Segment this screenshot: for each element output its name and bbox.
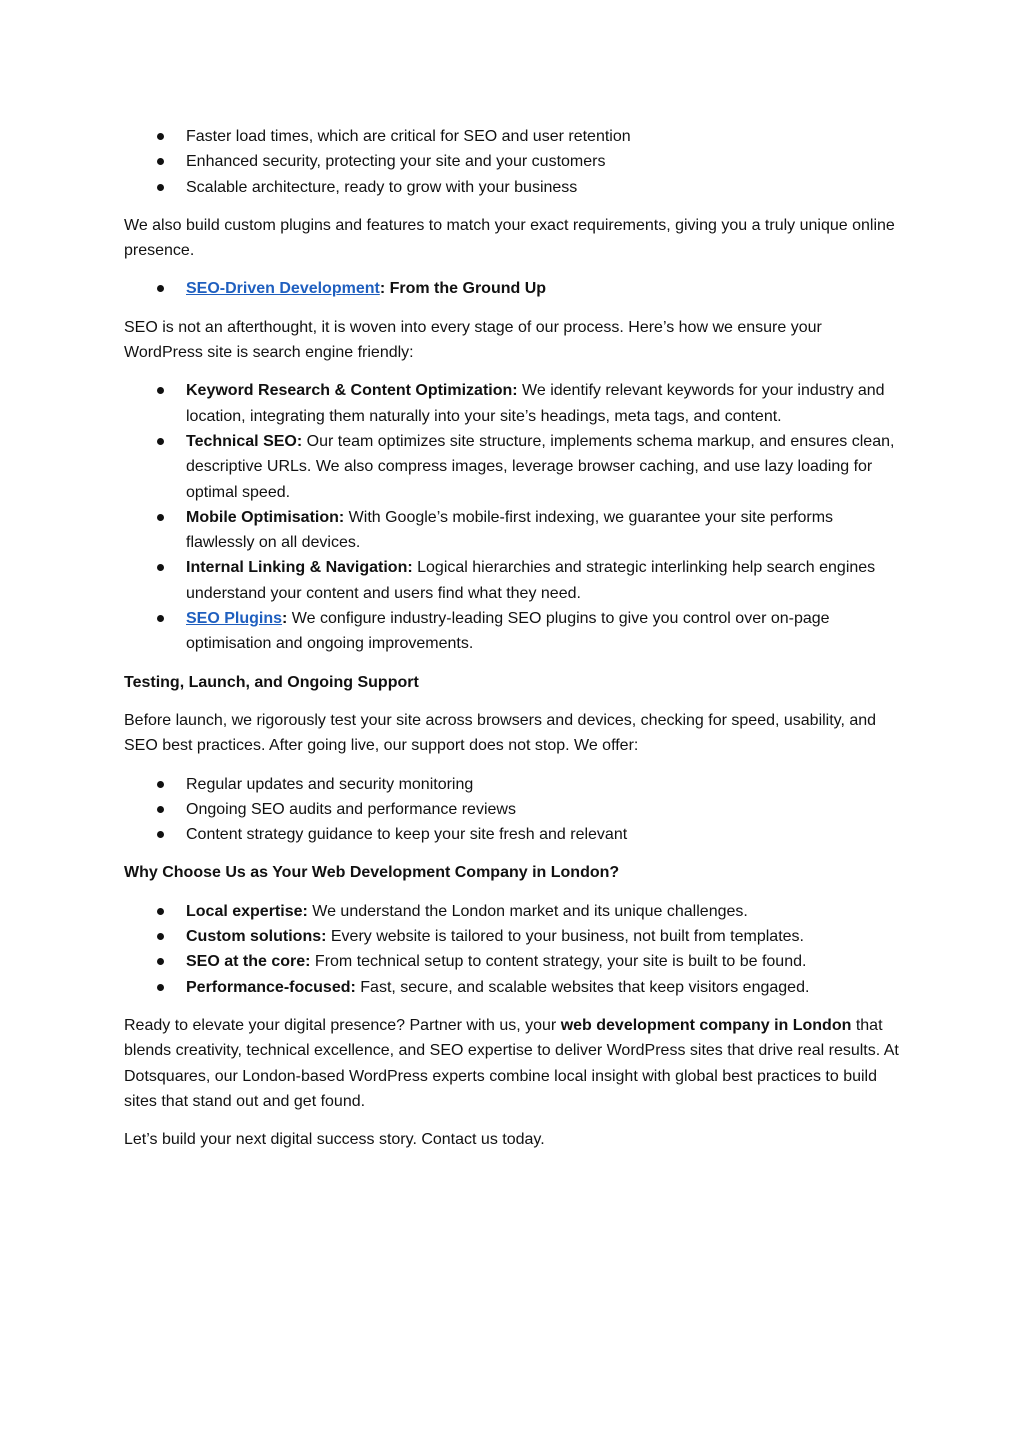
list-item (124, 606, 900, 657)
list-item (124, 378, 900, 429)
list-item-label: Local expertise: (186, 902, 308, 920)
list-item-text: We identify relevant keywords for your industry and location, integrating them naturally into your site’s headings, meta tags, and content. (186, 382, 885, 425)
list-item-text: Fast, secure, and scalable websites that keep visitors engaged. (355, 978, 810, 996)
list-item-text: From technical setup to content strategy, your site is built to be found. (310, 953, 807, 971)
why-list (124, 899, 900, 1000)
seo-features-list (124, 378, 900, 656)
list-item: Faster load times, which are critical for SEO and user retention (124, 124, 900, 149)
list-item-label: Keyword Research & Content Optimization: (186, 382, 518, 400)
list-item-label: SEO at the core: (186, 953, 311, 971)
list-item-label: Mobile Optimisation: (186, 508, 345, 526)
benefits-list (124, 124, 900, 200)
final-paragraph: Let’s build your next digital success story. Contact us today. (124, 1131, 545, 1149)
list-item-label: Custom solutions: (186, 928, 327, 946)
list-item: Scalable architecture, ready to grow with your business (124, 175, 900, 200)
seo-driven-list (124, 276, 900, 301)
list-item (124, 429, 900, 505)
testing-heading (124, 670, 900, 695)
document-page (124, 124, 900, 1152)
list-item (124, 276, 900, 301)
ready-text-bold: web development company in London (560, 1016, 852, 1034)
list-item-label: Technical SEO: (186, 432, 303, 450)
list-item: Enhanced security, protecting your site and your customers (124, 149, 900, 174)
list-item (124, 899, 900, 924)
list-item-text: Our team optimizes site structure, implements schema markup, and ensures clean, descriptive URLs. We also compress images, leverage browser caching, and use lazy loading for optimal speed. (186, 432, 895, 501)
list-item (124, 975, 900, 1000)
list-item-colon: : (282, 610, 288, 628)
list-item (124, 555, 900, 606)
seo-paragraph: SEO is not an afterthought, it is woven into every stage of our process. Here’s how we ensure your WordPress site is search engine friendly: (124, 318, 822, 362)
list-item-text: With Google’s mobile-first indexing, we guarantee your site performs flawlessly on all devices. (186, 508, 834, 552)
ready-paragraph (124, 1013, 900, 1114)
seo-driven-subtitle: : From the Ground Up (379, 280, 547, 298)
list-item-text: Every website is tailored to your business, not built from templates. (326, 928, 804, 946)
list-item: Content strategy guidance to keep your site fresh and relevant (124, 822, 900, 847)
why-heading-text: Why Choose Us as Your Web Development Company in London? (124, 864, 620, 882)
seo-plugins-link[interactable]: SEO Plugins (186, 610, 283, 628)
ready-text-before: Ready to elevate your digital presence? Partner with us, your (124, 1016, 561, 1034)
ready-text-after: that blends creativity, technical excellence, and SEO expertise to deliver WordPress sites that drive real results. At Dotsquares, our London-based WordPress experts combine local insight with global best practices to build sites that stand out and get found. (124, 1016, 899, 1110)
list-item-text: We understand the London market and its unique challenges. (307, 902, 748, 920)
list-item (124, 505, 900, 556)
list-item-text: Logical hierarchies and strategic interlinking help search engines understand your content and users find what they need. (186, 559, 876, 602)
plugins-paragraph: We also build custom plugins and features to match your exact requirements, giving you a truly unique online presence. (124, 216, 895, 260)
list-item-text: We configure industry-leading SEO plugins to give you control over on-page optimisation and ongoing improvements. (186, 610, 830, 653)
list-item: Ongoing SEO audits and performance reviews (124, 797, 900, 822)
testing-paragraph: Before launch, we rigorously test your site across browsers and devices, checking for speed, usability, and SEO best practices. After going live, our support does not stop. We offer: (124, 711, 877, 755)
list-item: Regular updates and security monitoring (124, 772, 900, 797)
list-item (124, 949, 900, 974)
support-list (124, 772, 900, 848)
why-heading (124, 860, 900, 885)
list-item (124, 924, 900, 949)
list-item-label: Internal Linking & Navigation: (186, 559, 413, 577)
list-item-label: Performance-focused: (186, 978, 356, 996)
testing-heading-text: Testing, Launch, and Ongoing Support (124, 673, 419, 691)
seo-driven-development-link[interactable]: SEO-Driven Development (186, 280, 380, 298)
